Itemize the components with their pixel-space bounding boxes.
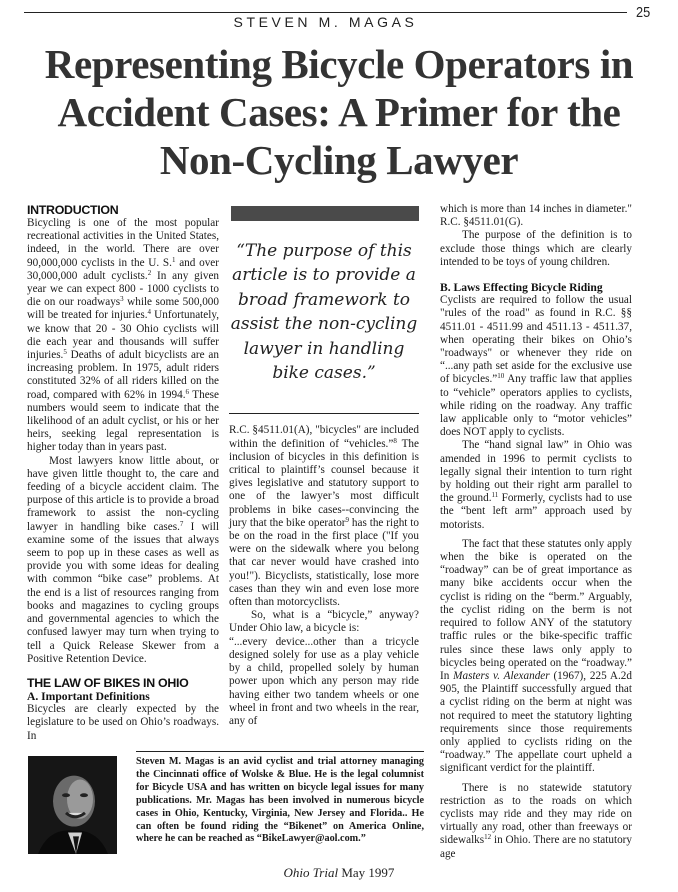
what-is-bicycle-paragraph: So, what is a “bicycle,” anyway? Under Ohio law, a bicycle is:: [229, 609, 419, 635]
law-of-bikes-heading: THE LAW OF BIKES IN OHIO: [27, 675, 189, 690]
definitions-paragraph: Bicycles are clearly expected by the legislature to be used on Ohio’s roadways. In: [27, 703, 219, 742]
text-run: Any traffic law that applies to “vehicle” operators applies to cyclists, while riding on the roadway. Any traffic law applicable only to “motor vehicles” does NOT apply to cyclists.: [440, 373, 632, 439]
laws-effecting-heading: B. Laws Effecting Bicycle Riding: [440, 281, 603, 295]
title-line-1: Representing Bicycle Operators in: [44, 41, 634, 87]
running-head-author: STEVEN M. MAGAS: [233, 14, 418, 30]
definition-purpose-paragraph: The purpose of the definition is to exclude those things which are clearly intended to be toys of young children.: [440, 229, 632, 268]
text-run: Most lawyers know little about, or have given little thought to, the care and feeding of a bicycle accident claim. The purpose of this article is to provide a broad framework to assist the non-cycling lawyer in handling bike cases.: [27, 454, 220, 533]
text-run: while some 500,000 will be treated for injuries.: [27, 296, 219, 322]
road-restriction-paragraph: [440, 782, 632, 861]
author-portrait-icon: [28, 756, 117, 854]
pull-quote: “The purpose of this article is to provide a broad framework to assist the non-cycling lawyer in handling bike cases.”: [230, 241, 418, 384]
publication-name: Ohio Trial: [283, 865, 339, 880]
text-run: has the right to be on the road in the first place ("If you were on the sidewalk where you belong that car never would have crashed into you!"). Bicyclists, statistically, lose more cases than they win and even lose more often than motorcyclists.: [229, 516, 419, 609]
statute-block-quote: “...every device...other than a tricycle designed solely for use as a play vehicle by a child, propelled solely by human power upon which any person may ride having either two tandem wheels or one wheel in front and two wheels in the rear, any of: [229, 635, 419, 727]
text-run: The “hand signal law” in Ohio was amended in 1996 to permit cyclists to legally signal their intention to turn right by holding out their right arm parallel to the ground.: [440, 439, 632, 505]
text-run: The fact that these statutes only apply when the bike is operated on the “roadway” can be of great importance as many bike accidents occur when the cyclist is riding on the “berm.” Arguably, the cyclist riding on the berm is not required to follow ANY of the statutory traffic rules or the bike-specific traffic rules since these laws only apply to bicycles being operated on the “roadway.” In: [440, 537, 632, 682]
intro-paragraph-2: [27, 455, 219, 666]
text-run: Deaths of adult bicyclists are an increasing problem. In 1975, adult riders constituted 32% of all riders killed on the road, compared with 62% in 1994.: [27, 349, 219, 401]
footer: [0, 865, 678, 881]
footnote-marker: 11: [491, 491, 499, 500]
footnote-marker: 12: [484, 833, 492, 842]
column-2: [229, 206, 419, 728]
column-1: [27, 203, 219, 743]
footnote-marker: 9: [345, 515, 350, 524]
pull-quote-rule: [229, 413, 419, 414]
footnote-marker: 6: [185, 387, 189, 396]
text-run: I will examine some of the issues that always seem to pop up in these cases as well as provide you with some ideas for dealing with common “bike case” problems. At the end is a list of resources ranging from books and magazines to cycling groups and governmental agencies to which the confused lawyer may turn when trying to tell a Quick Release Skewer from a Positive Retention Device.: [27, 520, 219, 665]
text-run: In any given year we can expect 800 - 1000 cyclists to die on our roadways: [27, 269, 220, 309]
footnote-marker: 1: [171, 255, 176, 264]
footnote-marker: 3: [120, 295, 124, 304]
definitions-paragraph-cont: [229, 424, 419, 609]
text-run: Formerly, cyclists had to use the “bent left arm” approach used by motorists.: [440, 492, 632, 531]
top-rule: [24, 12, 627, 13]
author-bio: Steven M. Magas is an avid cyclist and trial attorney managing the Cincinnati office of Wolske & Blue. He is the legal columnist for Bicycle USA and has written on bicycle legal issues for many publications. Mr. Magas has been involved in numerous bicycle cases in Ohio, Kentucky, Virginia, New Jersey and Florida.. He can often be found riding the “Bikenet” on America Online, where he can be reached as “BikeLawyer@aol.com.”: [136, 756, 424, 845]
column-3: [440, 203, 632, 861]
text-run: Bicycling is one of the most popular recreational activities in the United States, indeed, in the world. There are over 90,000,000 cyclists in the U. S.: [27, 217, 219, 269]
footnote-marker: 2: [147, 268, 152, 277]
text-run: There is no statewide statutory restriction as to the roads on which cyclists may ride and they may ride on virtually any road, other than freeways or sidewalks: [440, 781, 632, 847]
rules-of-road-paragraph: [440, 294, 632, 439]
text-run: Unfortunately, we know that 20 - 30 Ohio cyclists will die each year and thousands will suffer injuries.: [27, 309, 219, 362]
footnote-marker: 7: [179, 519, 184, 528]
text-run: Cyclists are required to follow the usual "rules of the road" as found in R.C. §§ 4511.01 - 4511.99 and 4511.13 - 4511.37, when operating their bikes on Ohio’s "roadways" or whenever they ride on “...any path set aside for the exclusive use of bicycles.”: [440, 294, 632, 386]
roadway-berm-paragraph: [440, 538, 632, 776]
publication-date: May 1997: [341, 865, 395, 880]
text-run: and over 30,000,000 adult cyclists.: [27, 256, 219, 282]
hand-signal-paragraph: [440, 439, 632, 531]
text-run: R.C. §4511.01(A), "bicycles" are included within the definition of “vehicles.”: [229, 424, 419, 450]
statute-block-quote-end: which is more than 14 inches in diameter." R.C. §4511.01(G).: [440, 203, 632, 229]
footnote-marker: 8: [393, 436, 397, 445]
important-definitions-heading: A. Important Definitions: [27, 689, 150, 703]
author-photo-icon: [28, 756, 117, 854]
article-title: [0, 40, 678, 184]
bio-rule: [136, 751, 424, 752]
footnote-marker: 4: [147, 308, 151, 317]
text-run: (1967), 225 A.2d 905, the Plaintiff successfully argued that a cyclist riding on the berm at night was not required to meet the statutory lighting requirements since those requirements only applied to cyclists riding on the “roadway.” The appellate court upheld a significant verdict for the plaintiff.: [440, 669, 632, 775]
introduction-heading: INTRODUCTION: [27, 203, 119, 217]
pull-quote-bar: [231, 206, 419, 221]
footnote-marker: 10: [497, 372, 505, 381]
text-run: in Ohio. There are no statutory age: [440, 834, 632, 860]
intro-paragraph-1: [27, 217, 219, 455]
title-line-3: Non-Cycling Lawyer: [159, 137, 519, 183]
text-run: The inclusion of bicycles in this definition is critical to plaintiff’s counsel because it gives legislative and statutory support to one of the lawyer’s most difficult problems in bike cases--convincing the jury that the bike operator: [229, 437, 419, 529]
footnote-marker: 5: [63, 348, 67, 357]
page-number: 25: [636, 4, 651, 21]
title-line-2: Accident Cases: A Primer for the: [57, 89, 621, 135]
text-run: These numbers would seem to indicate that the likelihood of an adult cyclist, or his or her heirs, seeking legal representation is higher today than in years past.: [27, 388, 219, 454]
case-citation: Masters v. Alexander: [453, 669, 550, 682]
